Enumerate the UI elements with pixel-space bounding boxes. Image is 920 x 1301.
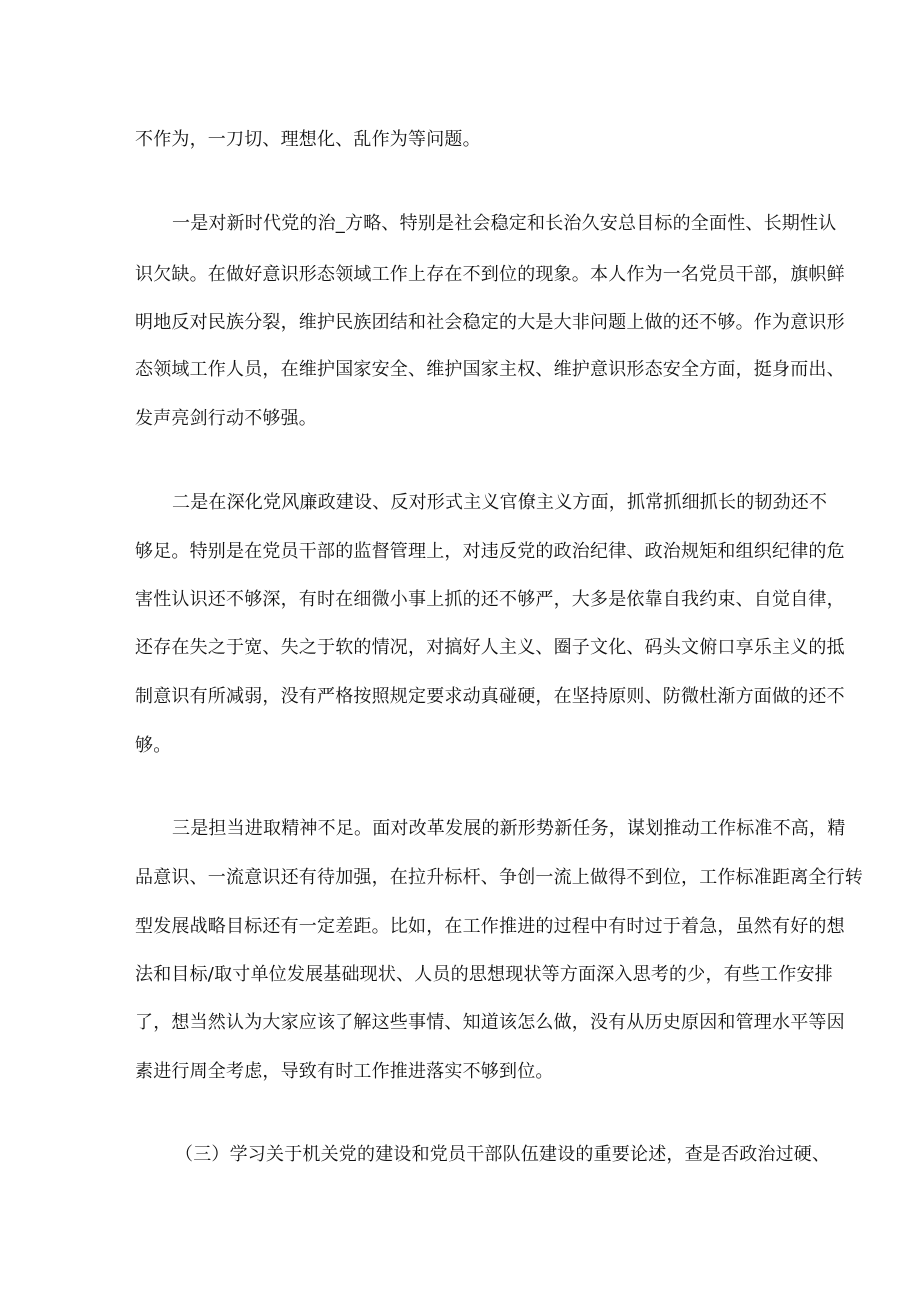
- paragraph-line: 不作为，一刀切、理想化、乱作为等问题。: [135, 129, 481, 150]
- paragraph-line: 素进行周全考虑，导致有时工作推进落实不够到位。: [135, 1061, 554, 1082]
- paragraph-line: 了，想当然认为大家应该了解这些事情、知道该怎么做，没有从历史原因和管理水平等因: [135, 1012, 845, 1033]
- paragraph-line: 法和目标/取寸单位发展基础现状、人员的思想现状等方面深入思考的少，有些工作安排: [135, 964, 833, 985]
- paragraph-line: 态领域工作人员，在维护国家安全、维护国家主权、维护意识形态安全方面，挺身而出、: [135, 359, 845, 380]
- paragraph-line: 还存在失之于宽、失之于软的情况，对搞好人主义、圈子文化、码头文俯口享乐主义的抵: [135, 637, 845, 658]
- paragraph-line: 识欠缺。在做好意识形态领域工作上存在不到位的现象。本人作为一名党员干部，旗帜鲜: [135, 264, 845, 285]
- paragraph-line: 发声亮剑行动不够强。: [135, 408, 317, 429]
- paragraph-line: 一是对新时代党的治_方略、特别是社会稳定和长治久安总目标的全面性、长期性认: [172, 213, 837, 234]
- paragraph-line: 制意识有所减弱，没有严格按照规定要求动真碰硬，在坚持原则、防微杜渐方面做的还不: [135, 686, 845, 707]
- section-heading: （三）学习关于机关党的建设和党员干部队伍建设的重要论述，查是否政治过硬、: [175, 1144, 831, 1165]
- paragraph-line: 害性认识还不够深，有时在细微小事上抓的还不够严，大多是依靠自我约束、自觉自律，: [135, 589, 845, 610]
- paragraph-line: 明地反对民族分裂，维护民族团结和社会稳定的大是大非问题上做的还不够。作为意识形: [135, 312, 845, 333]
- paragraph-line: 二是在深化党风廉政建设、反对形式主义官僚主义方面，抓常抓细抓长的韧劲还不: [172, 492, 828, 513]
- paragraph-line: 够足。特别是在党员干部的监督管理上，对违反党的政治纪律、政治规矩和组织纪律的危: [135, 541, 845, 562]
- paragraph-line: 够。: [135, 735, 172, 756]
- paragraph-line: 三是担当进取精神不足。面对改革发展的新形势新任务，谋划推动工作标准不高，精: [172, 818, 846, 839]
- paragraph-line: 品意识、一流意识还有待加强，在拉升标杆、争创一流上做得不到位，工作标准距离全行转: [135, 867, 863, 888]
- paragraph-line: 型发展战略目标还有一定差距。比如，在工作推进的过程中有时过于着急，虽然有好的想: [135, 916, 845, 937]
